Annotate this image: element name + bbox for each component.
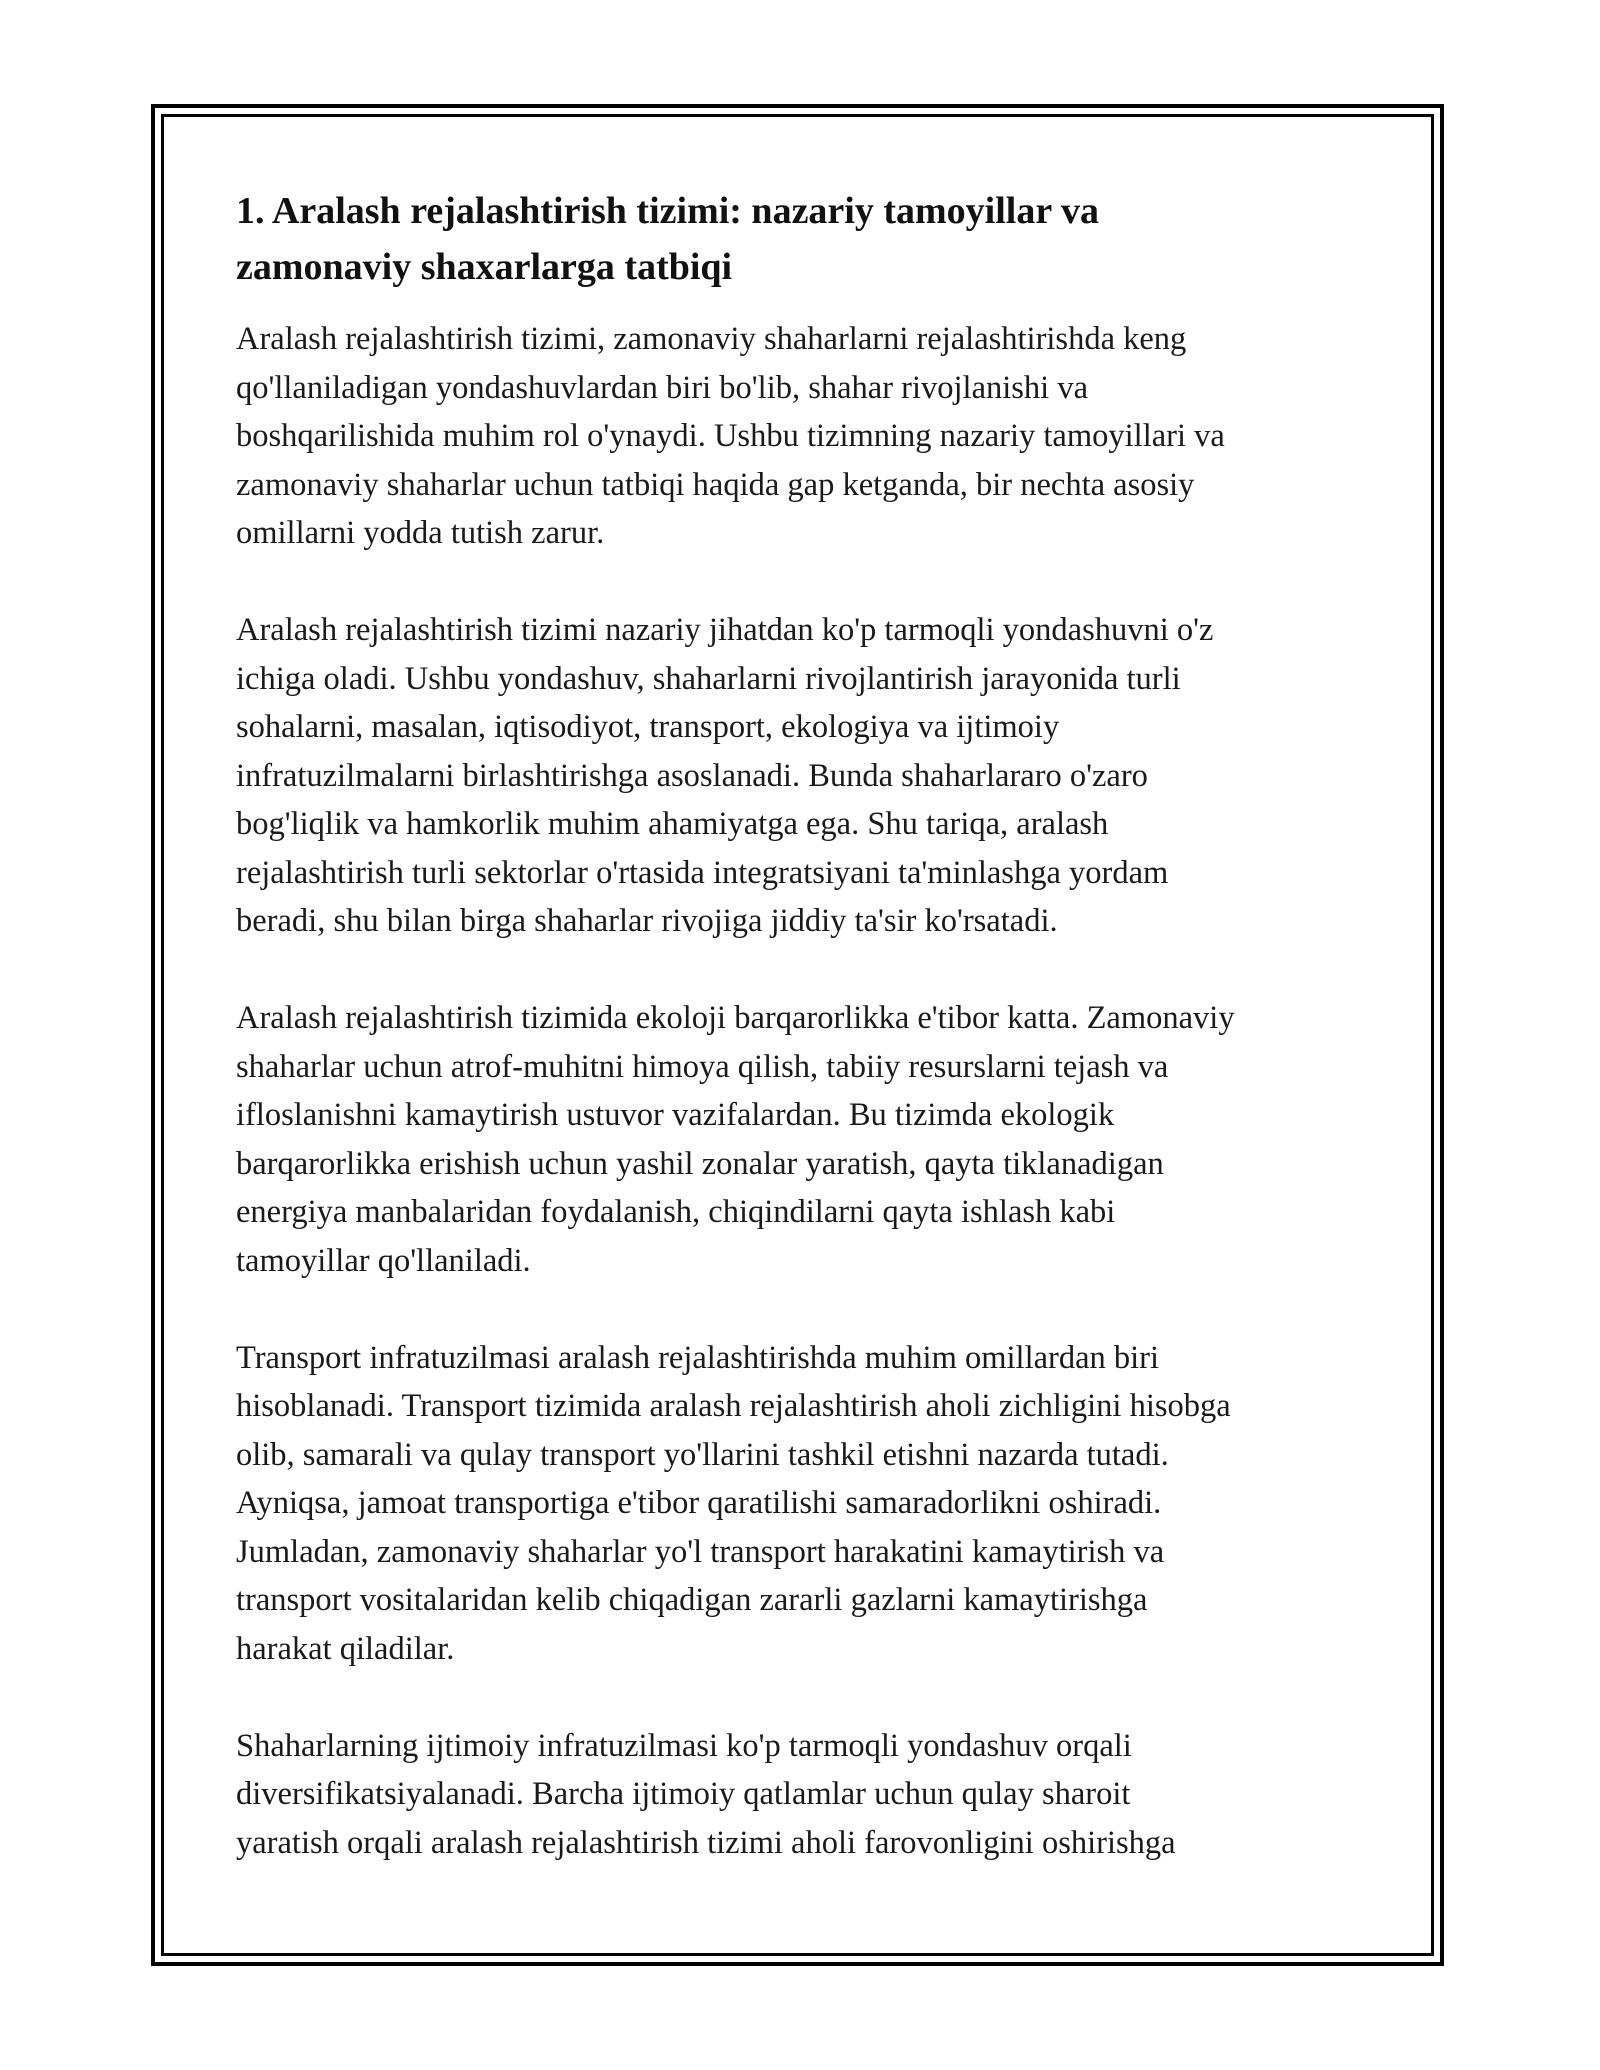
text-line: transport vositalaridan kelib chiqadigan zararli gazlarni kamaytirishga bbox=[236, 1582, 1148, 1618]
text-line: omillarni yodda tutish zarur. bbox=[236, 515, 605, 551]
text-line: Ayniqsa, jamoat transportiga e'tibor qaratilishi samaradorlikni oshiradi. bbox=[236, 1485, 1162, 1521]
text-line: diversifikatsiyalanadi. Barcha ijtimoiy qatlamlar uchun qulay sharoit bbox=[236, 1776, 1131, 1812]
text-line: yaratish orqali aralash rejalashtirish tizimi aholi farovonligini oshirishga bbox=[236, 1824, 1176, 1861]
text-line: boshqarilishida muhim rol o'ynaydi. Ushbu tizimning nazariy tamoyillari va bbox=[236, 418, 1225, 454]
heading-line: 1. Aralash rejalashtirish tizimi: nazariy tamoyillar va bbox=[236, 190, 1100, 232]
text-line: beradi, shu bilan birga shaharlar rivojiga jiddiy ta'sir ko'rsatadi. bbox=[236, 903, 1058, 939]
text-line: infratuzilmalarni birlashtirishga asoslanadi. Bunda shaharlararo o'zaro bbox=[236, 757, 1148, 794]
text-line: sohalarni, masalan, iqtisodiyot, transport, ekologiya va ijtimoiy bbox=[236, 709, 1060, 745]
text-line: zamonaviy shaharlar uchun tatbiqi haqida gap ketganda, bir nechta asosiy bbox=[236, 466, 1195, 503]
section-heading bbox=[236, 183, 1386, 295]
paragraph-5 bbox=[236, 1722, 1386, 1868]
text-line: olib, samarali va qulay transport yo'llarini tashkil etishni nazarda tutadi. bbox=[236, 1436, 1169, 1473]
text-line: ichiga oladi. Ushbu yondashuv, shaharlarni rivojlantirish jarayonida turli bbox=[236, 660, 1181, 697]
text-line: Aralash rejalashtirish tizimida ekoloji barqarorlikka e'tibor katta. Zamonaviy bbox=[236, 1000, 1235, 1036]
paragraph-4 bbox=[236, 1334, 1386, 1674]
text-line: tamoyillar qo'llaniladi. bbox=[236, 1242, 531, 1279]
paragraph-1 bbox=[236, 315, 1386, 558]
text-line: Aralash rejalashtirish tizimi, zamonaviy shaharlarni rejalashtirishda keng bbox=[236, 321, 1187, 357]
text-line: Jumladan, zamonaviy shaharlar yo'l transport harakatini kamaytirish va bbox=[236, 1533, 1165, 1570]
text-line: harakat qiladilar. bbox=[236, 1630, 455, 1667]
text-line: Shaharlarning ijtimoiy infratuzilmasi ko'p tarmoqli yondashuv orqali bbox=[236, 1727, 1132, 1764]
text-line: rejalashtirish turli sektorlar o'rtasida integratsiyani ta'minlashga yordam bbox=[236, 854, 1169, 891]
text-line: hisoblanadi. Transport tizimida aralash rejalashtirish aholi zichligini hisobga bbox=[236, 1388, 1231, 1424]
text-line: barqarorlikka erishish uchun yashil zonalar yaratish, qayta tiklanadigan bbox=[236, 1145, 1164, 1182]
text-line: Transport infratuzilmasi aralash rejalashtirishda muhim omillardan biri bbox=[236, 1339, 1160, 1376]
text-line: shaharlar uchun atrof-muhitni himoya qilish, tabiiy resurslarni tejash va bbox=[236, 1048, 1169, 1085]
heading-line: zamonaviy shaxarlarga tatbiqi bbox=[236, 246, 733, 288]
text-line: energiya manbalaridan foydalanish, chiqindilarni qayta ishlash kabi bbox=[236, 1194, 1116, 1230]
text-line: ifloslanishni kamaytirish ustuvor vazifalardan. Bu tizimda ekologik bbox=[236, 1097, 1115, 1133]
paragraph-2 bbox=[236, 606, 1386, 946]
paragraph-3 bbox=[236, 994, 1386, 1285]
text-line: Aralash rejalashtirish tizimi nazariy jihatdan ko'p tarmoqli yondashuvni o'z bbox=[236, 612, 1214, 648]
text-line: bog'liqlik va hamkorlik muhim ahamiyatga ega. Shu tariqa, aralash bbox=[236, 806, 1109, 842]
text-line: qo'llaniladigan yondashuvlardan biri bo'lib, shahar rivojlanishi va bbox=[236, 369, 1089, 406]
document-body bbox=[236, 183, 1386, 1916]
